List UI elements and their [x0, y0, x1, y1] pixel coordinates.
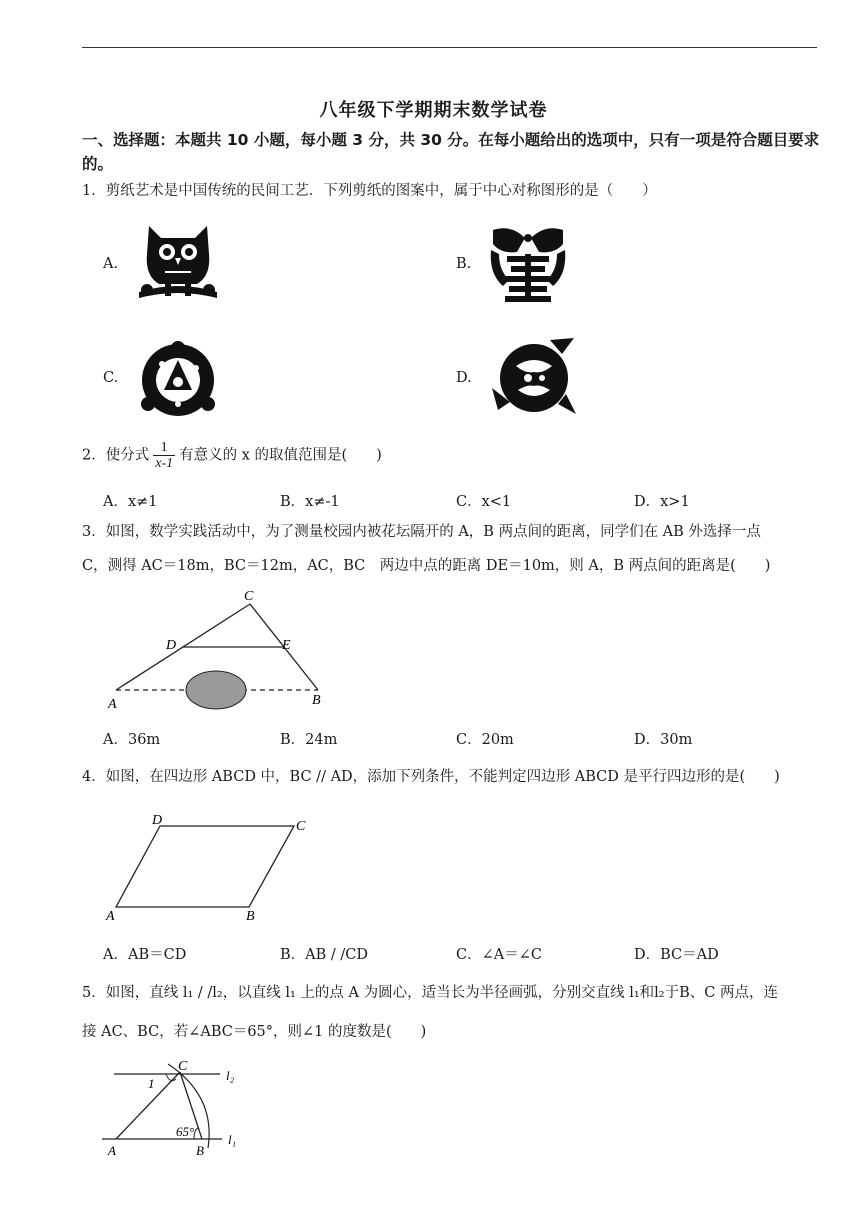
- q4-figure-quadrilateral: [100, 810, 320, 925]
- q5-stem-line1: 5．如图，直线 l₁ / /l₂，以直线 l₁ 上的点 A 为圆心，适当长为半径画弧，分别交直线 l₁和l₂于B、C 两点，连: [82, 985, 778, 1001]
- q2-fraction-denominator: x-1: [155, 456, 174, 471]
- q5-label-l1: l₁: [228, 1132, 237, 1147]
- q3-stem-line1: 3．如图，数学实践活动中，为了测量校园内被花坛隔开的 A，B 两点间的距离，同学们在 AB 外选择一点: [82, 524, 761, 540]
- q1-option-b[interactable]: B.: [456, 256, 472, 272]
- q3-option-d[interactable]: D．30m: [634, 732, 693, 748]
- q3-figure-triangle: [100, 586, 340, 716]
- q5-label-l2: l₂: [226, 1068, 235, 1083]
- q3-flowerbed: [186, 671, 246, 709]
- q1-option-c[interactable]: C.: [103, 370, 119, 386]
- page-title: 八年级下学期期末数学试卷: [319, 100, 548, 121]
- q5-label-c: C: [178, 1059, 188, 1074]
- q4-stem: 4．如图，在四边形 ABCD 中，BC // AD，添加下列条件，不能判定四边形 ABCD 是平行四边形的是( ): [82, 769, 780, 785]
- q2-stem-prefix: 2．使分式: [82, 447, 150, 464]
- q5-stem-line2: 接 AC、BC，若∠ABC＝65°，则∠1 的度数是( ): [82, 1024, 427, 1040]
- q5-label-65: 65°: [176, 1124, 195, 1139]
- q5-figure-parallel-lines: [96, 1052, 256, 1162]
- q4-quadrilateral-abcd: [116, 826, 294, 907]
- q2-stem: [82, 440, 822, 471]
- q2-option-d[interactable]: D．x>1: [634, 494, 690, 510]
- q5-angle-65-mark: [194, 1128, 198, 1139]
- q1-stem: 1．剪纸艺术是中国传统的民间工艺．下列剪纸的图案中，属于中心对称图形的是（ ）: [82, 183, 657, 199]
- q2-option-b[interactable]: B．x≠-1: [280, 494, 340, 510]
- q3-option-b[interactable]: B．24m: [280, 732, 338, 748]
- q3-label-d: D: [166, 638, 177, 653]
- three-fish-papercut-image: [132, 338, 224, 422]
- section-heading: 一、选择题：本题共 10 小题，每小题 3 分，共 30 分。在每小题给出的选项中，只有一项是符合题目要求的。: [82, 131, 820, 173]
- q4-label-c: C: [296, 819, 306, 834]
- q5-label-angle-1: 1: [148, 1076, 155, 1091]
- q4-label-d: D: [152, 813, 163, 828]
- q4-option-d[interactable]: D．BC＝AD: [634, 947, 719, 963]
- birds-papercut-image: [488, 330, 580, 422]
- q4-option-a[interactable]: A．AB＝CD: [103, 947, 187, 963]
- double-happiness-papercut-image: [487, 224, 569, 306]
- q2-stem-suffix: 有意义的 x 的取值范围是( ): [179, 447, 382, 464]
- q2-fraction: [153, 440, 175, 471]
- q3-label-c: C: [244, 589, 254, 604]
- q3-label-e: E: [282, 638, 291, 653]
- q1-option-a[interactable]: A.: [103, 256, 119, 272]
- q2-option-a[interactable]: A．x≠1: [103, 494, 158, 510]
- q3-stem-line2: C，测得 AC＝18m，BC＝12m，AC，BC 两边中点的距离 DE＝10m，则 A，B 两点间的距离是( ): [82, 558, 771, 574]
- q3-option-a[interactable]: A．36m: [103, 732, 161, 748]
- q4-option-c[interactable]: C．∠A＝∠C: [456, 947, 542, 963]
- q5-label-b: B: [196, 1143, 204, 1158]
- header-rule: [82, 47, 817, 48]
- q4-label-a: A: [106, 909, 115, 924]
- q2-option-c[interactable]: C．x<1: [456, 494, 512, 510]
- q2-fraction-numerator: 1: [153, 440, 175, 456]
- q4-label-b: B: [246, 909, 255, 924]
- q5-label-a: A: [108, 1143, 116, 1158]
- q3-label-b: B: [312, 693, 321, 708]
- q3-option-c[interactable]: C．20m: [456, 732, 514, 748]
- q4-option-b[interactable]: B．AB / /CD: [280, 947, 368, 963]
- q3-label-a: A: [108, 697, 117, 712]
- q1-option-d[interactable]: D.: [456, 370, 472, 386]
- owl-papercut-image: [135, 218, 221, 306]
